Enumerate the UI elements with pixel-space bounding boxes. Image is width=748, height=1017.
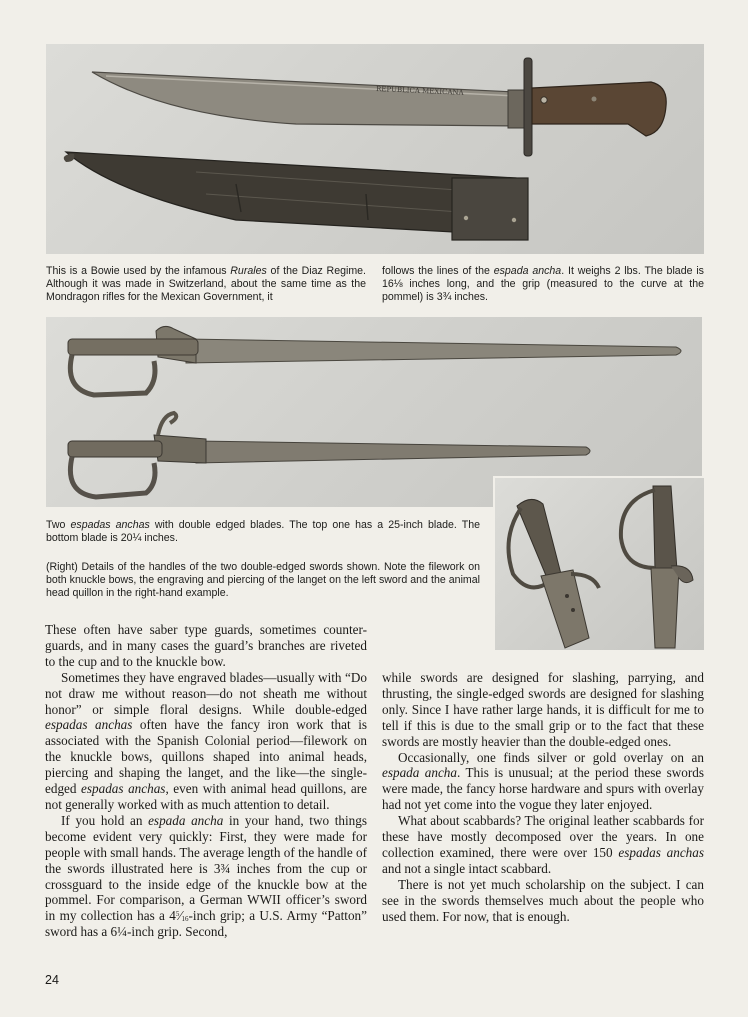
bowie-crossguard xyxy=(524,58,532,156)
top-sword-knuckle-bow xyxy=(70,355,155,395)
caption-two-swords: Two espadas anchas with double edged blades. The top one has a 25-inch blade. The bottom blade is 20¼ inches. xyxy=(46,519,480,544)
body-paragraph: What about scabbards? The original leather scabbards for these have mostly decomposed over the years. In one collection examined, there were over 150 espadas anchas and not a single intact scabbard. xyxy=(382,813,704,876)
body-paragraph: If you hold an espada ancha in your hand, two things become evident very quickly: First, they were made for people with small hands. The average length of the handle of the swords illustrated here is 3¾ inches from the cup or crossguard to the inside edge of the knuckle bow at the pommel. For comparison, a German WWII officer’s sword in my collection has a $4^5⁄_{16}$-inch grip; a U.S. Army “Patton” sword has a 6¼-inch grip. Second, xyxy=(45,812,367,940)
bowie-grip xyxy=(532,82,666,136)
body-column-right xyxy=(382,670,704,925)
top-sword-blade xyxy=(186,339,681,363)
left-handle-langet xyxy=(541,570,589,648)
right-handle-grip xyxy=(653,486,677,570)
photo-handle-details xyxy=(493,476,704,650)
caption-bowie-left: This is a Bowie used by the infamous Rurales of the Diaz Regime. Although it was made in Switzerland, about the same time as the Mondragon rifles for the Mexican Government, it xyxy=(46,265,366,303)
page-number: 24 xyxy=(45,973,59,987)
body-paragraph: There is not yet much scholarship on the subject. I can see in the swords themselves much about the people who used them. For now, that is enough. xyxy=(382,876,704,924)
bottom-sword-blade xyxy=(196,441,590,463)
top-sword-grip xyxy=(68,339,198,355)
body-column-left xyxy=(45,622,367,940)
left-handle-grip xyxy=(517,499,561,578)
photo-bowie-knife xyxy=(46,44,704,254)
bottom-sword-grip xyxy=(68,441,162,457)
caption-bowie-right: follows the lines of the espada ancha. It weighs 2 lbs. The blade is 16⅛ inches long, and the grip (measured to the curve at the pommel) is 3¾ inches. xyxy=(382,265,704,303)
blade-inscription: REPUBLICA MEXICANA xyxy=(375,85,464,97)
body-paragraph: while swords are designed for slashing, parrying, and thrusting, the single-edged swords are designed for slashing only. Since I have rather large hands, it is difficult for me to tell if this is due to the small grip or to the fact that these swords are mostly heavier than the double-edged ones. xyxy=(382,670,704,749)
body-paragraph: These often have saber type guards, sometimes counter-guards, and in many cases the guard’s branches are riveted to the cup and to the knuckle bow. xyxy=(45,622,367,669)
bottom-sword-knuckle-bow xyxy=(70,457,155,497)
right-handle-blade xyxy=(651,568,679,648)
body-paragraph: Sometimes they have engraved blades—usually with “Do not draw me without reason—do not sheath me without honor” or simple floral designs. While double-edged espadas anchas often have the fancy iron work that is associated with the Spanish Colonial period—filework on the knuckle bows, quillons shaped into animal heads, piercing and shaping the langet, and the like—the single-edged espadas anchas, even with animal head quillons, are not generally worked with as much attention to detail. xyxy=(45,669,367,812)
caption-handles: (Right) Details of the handles of the two double-edged swords shown. Note the filework on both knuckle bows, the engraving and piercing of the langet on the left sword and the animal head quillon in the right-hand example. xyxy=(46,561,480,599)
right-handle-knuckle-bow xyxy=(621,490,655,568)
scabbard-throat xyxy=(452,178,528,240)
body-paragraph: Occasionally, one finds silver or gold overlay on an espada ancha. This is unusual; at the period these swords were made, the fancy horse hardware and spurs with overlay had not yet come into the vogue they later enjoyed. xyxy=(382,749,704,813)
bowie-blade xyxy=(92,72,520,126)
